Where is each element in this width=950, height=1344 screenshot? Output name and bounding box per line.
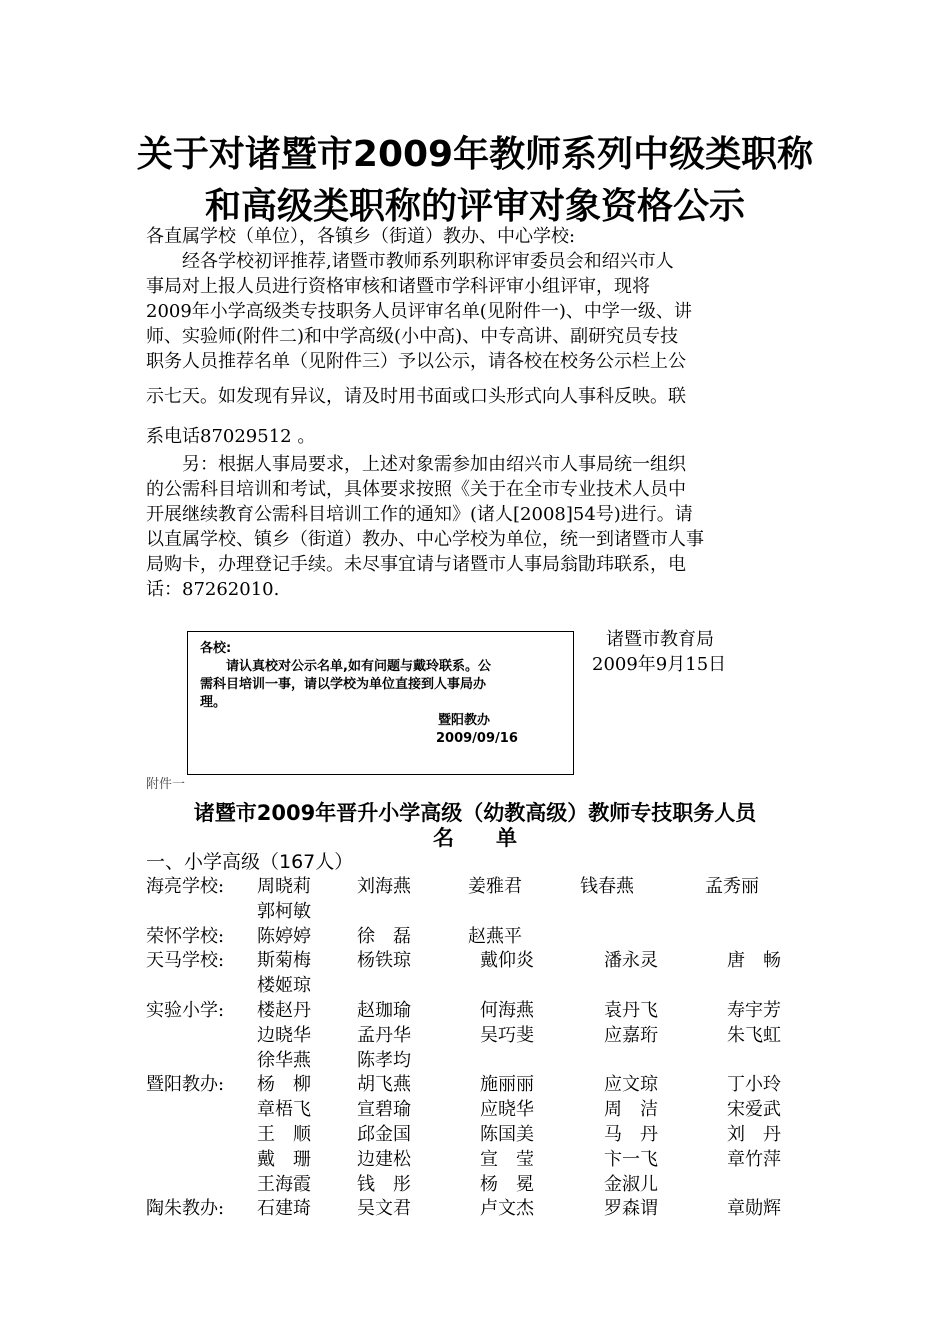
roster-name: 斯菊梅 xyxy=(257,950,311,972)
roster-unit-label: 荣怀学校: xyxy=(146,925,225,947)
paragraph-line: 系电话87029512 。 xyxy=(146,426,316,447)
roster-name: 陈婷婷 xyxy=(257,925,311,947)
note-greeting: 各校: xyxy=(200,641,232,656)
roster-name: 钱春燕 xyxy=(580,876,634,897)
signature-org: 诸暨市教育局 xyxy=(606,629,714,650)
roster-name: 杨 冕 xyxy=(480,1173,534,1195)
roster-name: 边建松 xyxy=(357,1148,411,1170)
roster-name: 钱 彤 xyxy=(357,1173,411,1195)
paragraph-line: 职务人员推荐名单（见附件三）予以公示，请各校在校务公示栏上公 xyxy=(146,351,686,372)
roster-name: 楼姬琼 xyxy=(257,975,311,997)
roster-name: 何海燕 xyxy=(480,1000,534,1021)
roster-name: 吴巧斐 xyxy=(480,1024,534,1046)
roster-name: 章梧飞 xyxy=(257,1099,311,1121)
note-line: 需科目培训一事，请以学校为单位直接到人事局办 xyxy=(200,677,487,692)
roster-name: 王 顺 xyxy=(257,1124,311,1145)
paragraph-line: 师、实验师(附件二)和中学高级(小中高)、中专高讲、副研究员专技 xyxy=(146,326,679,347)
list-title-line-2: 名 单 xyxy=(433,826,517,850)
note-date: 2009/09/16 xyxy=(436,731,518,746)
roster-name: 陈国美 xyxy=(480,1124,534,1145)
roster-unit-label: 暨阳教办: xyxy=(146,1074,225,1096)
paragraph-line: 的公需科目培训和考试，具体要求按照《关于在全市专业技术人员中 xyxy=(146,479,686,500)
roster-name: 戴仰炎 xyxy=(480,950,534,972)
roster-name: 罗森谓 xyxy=(604,1198,658,1220)
paragraph-line: 事局对上报人员进行资格审核和诸暨市学科评审小组评审，现将 xyxy=(146,276,650,297)
roster-name: 金淑儿 xyxy=(604,1173,658,1195)
roster-name: 章竹萍 xyxy=(727,1148,781,1170)
roster-unit-label: 天马学校: xyxy=(146,950,225,972)
page-title-line-2: 和高级类职称的评审对象资格公示 xyxy=(204,186,745,227)
roster-name: 陈孝均 xyxy=(357,1049,411,1071)
roster-name: 卞一飞 xyxy=(604,1148,658,1170)
roster-name: 卢文杰 xyxy=(480,1198,534,1220)
note-line: 请认真校对公示名单,如有问题与戴玲联系。公 xyxy=(200,659,491,674)
roster-name: 郭柯敏 xyxy=(257,900,311,922)
note-line: 理。 xyxy=(200,695,227,710)
roster-name: 杨铁琼 xyxy=(357,950,411,972)
roster-name: 吴文君 xyxy=(357,1198,411,1220)
roster-name: 丁小玲 xyxy=(727,1074,781,1096)
sticky-note xyxy=(187,631,574,775)
roster-name: 潘永灵 xyxy=(604,950,658,972)
roster-name: 应晓华 xyxy=(480,1099,534,1121)
roster-name: 姜雅君 xyxy=(468,876,522,897)
roster-name: 周晓莉 xyxy=(257,876,311,897)
paragraph-line: 2009年小学高级类专技职务人员评审名单(见附件一)、中学一级、讲 xyxy=(146,301,692,322)
note-sender: 暨阳教办 xyxy=(438,713,491,728)
list-title-line-1: 诸暨市2009年晋升小学高级（幼教高级）教师专技职务人员 xyxy=(193,801,757,825)
page-title-line-1: 关于对诸暨市2009年教师系列中级类职称 xyxy=(136,134,814,175)
roster-name: 赵燕平 xyxy=(468,925,522,947)
paragraph-line: 开展继续教育公需科目培训工作的通知》(诸人[2008]54号)进行。请 xyxy=(146,504,693,525)
roster-name: 边晓华 xyxy=(257,1024,311,1046)
attachment-label: 附件一 xyxy=(146,777,186,792)
roster-name: 刘海燕 xyxy=(357,876,411,897)
roster-name: 章勋辉 xyxy=(727,1198,781,1220)
roster-name: 袁丹飞 xyxy=(604,1000,658,1021)
paragraph-line: 经各学校初评推荐,诸暨市教师系列职称评审委员会和绍兴市人 xyxy=(146,251,674,272)
roster-name: 马 丹 xyxy=(604,1124,658,1145)
roster-name: 宣 莹 xyxy=(480,1148,534,1170)
roster-name: 孟丹华 xyxy=(357,1024,411,1046)
roster-name: 戴 珊 xyxy=(257,1148,311,1170)
salutation: 各直属学校（单位），各镇乡（街道）教办、中心学校: xyxy=(146,226,576,247)
paragraph-line: 示七天。如发现有异议，请及时用书面或口头形式向人事科反映。联 xyxy=(146,386,686,407)
section-heading: 一、小学高级（167人） xyxy=(146,851,354,873)
paragraph-line: 话：87262010. xyxy=(146,579,280,600)
signature-date: 2009年9月15日 xyxy=(592,654,727,675)
roster-name: 唐 畅 xyxy=(727,950,781,972)
paragraph-line: 以直属学校、镇乡（街道）教办、中心学校为单位，统一到诸暨市人事 xyxy=(146,529,704,550)
roster-name: 徐 磊 xyxy=(357,925,411,947)
roster-name: 寿宇芳 xyxy=(727,1000,781,1021)
roster-name: 赵珈瑜 xyxy=(357,1000,411,1021)
roster-name: 朱飞虹 xyxy=(727,1024,781,1046)
roster-name: 邱金国 xyxy=(357,1124,411,1145)
roster-name: 刘 丹 xyxy=(727,1124,781,1145)
roster-name: 杨 柳 xyxy=(257,1074,311,1096)
roster-name: 宋爱武 xyxy=(727,1099,781,1121)
roster-name: 宣碧瑜 xyxy=(357,1099,411,1121)
roster-name: 应嘉珩 xyxy=(604,1024,658,1046)
roster-name: 王海霞 xyxy=(257,1173,311,1195)
roster-name: 楼赵丹 xyxy=(257,1000,311,1021)
roster-name: 施丽丽 xyxy=(480,1074,534,1096)
roster-name: 胡飞燕 xyxy=(357,1074,411,1096)
roster-name: 应文琼 xyxy=(604,1074,658,1096)
roster-unit-label: 陶朱教办: xyxy=(146,1198,225,1220)
roster-name: 孟秀丽 xyxy=(705,876,759,897)
roster-unit-label: 实验小学: xyxy=(146,1000,225,1021)
paragraph-line: 局购卡，办理登记手续。未尽事宜请与诸暨市人事局翁勖玮联系，电 xyxy=(146,554,686,575)
roster-unit-label: 海亮学校: xyxy=(146,876,225,897)
roster-name: 石建琦 xyxy=(257,1198,311,1220)
paragraph-line: 另：根据人事局要求，上述对象需参加由绍兴市人事局统一组织 xyxy=(146,454,686,475)
roster-name: 周 洁 xyxy=(604,1099,658,1121)
roster-name: 徐华燕 xyxy=(257,1049,311,1071)
